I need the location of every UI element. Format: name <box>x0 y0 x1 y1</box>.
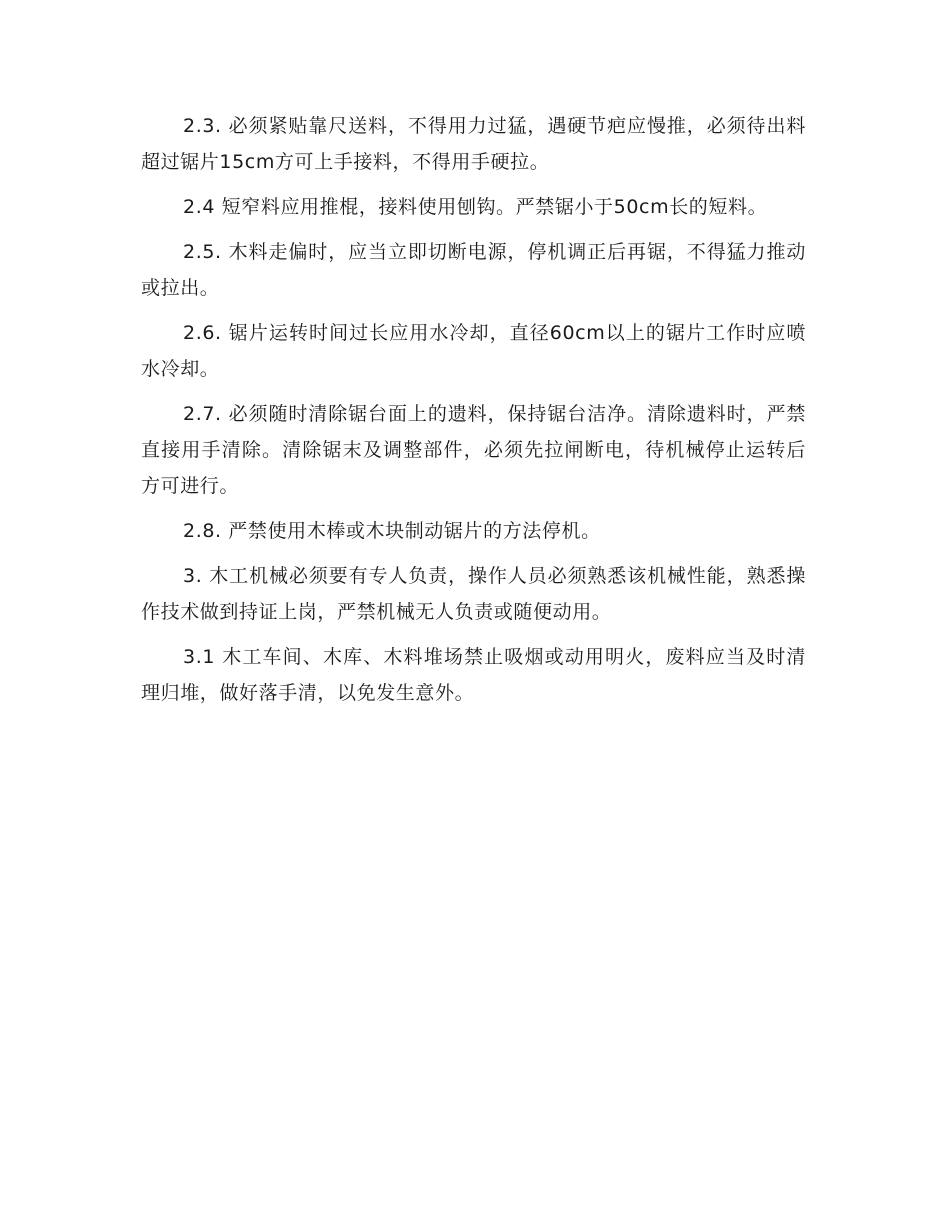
paragraph-2-3: 2.3. 必须紧贴靠尺送料，不得用力过猛，遇硬节疤应慢推，必须待出料超过锯片15cm方可上手接料，不得用手硬拉。 <box>141 115 806 173</box>
paragraph-2-7: 2.7. 必须随时清除锯台面上的遗料，保持锯台洁净。清除遗料时，严禁直接用手清除。清除锯末及调整部件，必须先拉闸断电，待机械停止运转后方可进行。 <box>141 403 806 497</box>
paragraph-2-8: 2.8. 严禁使用木棒或木块制动锯片的方法停机。 <box>183 520 601 542</box>
paragraph-2-4: 2.4 短窄料应用推棍，接料使用刨钩。严禁锯小于50cm长的短料。 <box>183 196 768 218</box>
paragraph-2-6: 2.6. 锯片运转时间过长应用水冷却，直径60cm以上的锯片工作时应喷水冷却。 <box>141 322 806 380</box>
document-body <box>141 108 806 720</box>
paragraph-3-1: 3.1 木工车间、木库、木料堆场禁止吸烟或动用明火，废料应当及时清理归堆，做好落手清，以免发生意外。 <box>141 646 806 704</box>
paragraph-2-5: 2.5. 木料走偏时，应当立即切断电源，停机调正后再锯，不得猛力推动或拉出。 <box>141 241 806 299</box>
paragraph-3: 3. 木工机械必须要有专人负责，操作人员必须熟悉该机械性能，熟悉操作技术做到持证上岗，严禁机械无人负责或随便动用。 <box>141 565 806 623</box>
